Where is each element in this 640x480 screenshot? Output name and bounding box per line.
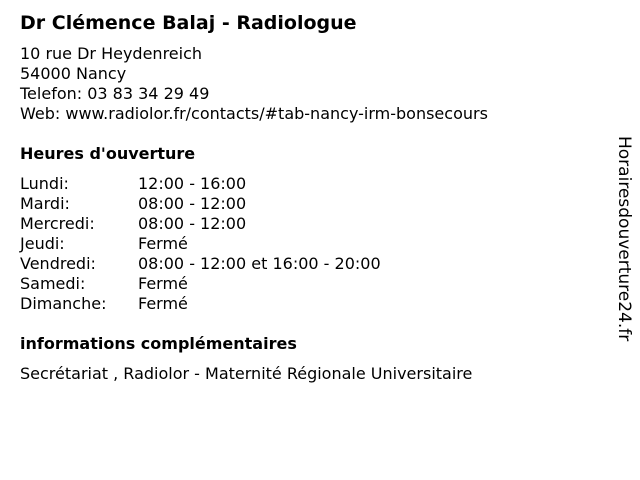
- site-watermark: Horairesdouverture24.fr: [614, 136, 634, 342]
- info-text: Secrétariat , Radiolor - Maternité Régionale Universitaire: [20, 364, 473, 383]
- day-label: Vendredi:: [20, 254, 96, 273]
- info-heading: informations complémentaires: [20, 334, 297, 353]
- opening-hours-table: [20, 174, 600, 314]
- hours-row-thursday: [20, 234, 600, 254]
- phone-number: Telefon: 03 83 34 29 49: [20, 84, 210, 103]
- day-label: Mercredi:: [20, 214, 95, 233]
- day-label: Jeudi:: [20, 234, 65, 253]
- day-label: Mardi:: [20, 194, 70, 213]
- time-value: 08:00 - 12:00: [138, 194, 247, 213]
- time-value: 12:00 - 16:00: [138, 174, 247, 193]
- address-street: 10 rue Dr Heydenreich: [20, 44, 203, 63]
- day-label: Lundi:: [20, 174, 69, 193]
- time-value: Fermé: [138, 274, 188, 293]
- page-title: Dr Clémence Balaj - Radiologue: [20, 12, 357, 34]
- website: Web: www.radiolor.fr/contacts/#tab-nancy-irm-bonsecours: [20, 104, 488, 123]
- hours-row-monday: [20, 174, 600, 194]
- time-value: Fermé: [138, 234, 188, 253]
- hours-row-wednesday: [20, 214, 600, 234]
- time-value: 08:00 - 12:00 et 16:00 - 20:00: [138, 254, 381, 273]
- address-city: 54000 Nancy: [20, 64, 127, 83]
- day-label: Dimanche:: [20, 294, 107, 313]
- hours-row-tuesday: [20, 194, 600, 214]
- business-card: [20, 10, 600, 384]
- address-block: [20, 44, 600, 124]
- time-value: Fermé: [138, 294, 188, 313]
- day-label: Samedi:: [20, 274, 86, 293]
- hours-row-sunday: [20, 294, 600, 314]
- hours-heading: Heures d'ouverture: [20, 144, 196, 163]
- time-value: 08:00 - 12:00: [138, 214, 247, 233]
- hours-row-saturday: [20, 274, 600, 294]
- hours-row-friday: [20, 254, 600, 274]
